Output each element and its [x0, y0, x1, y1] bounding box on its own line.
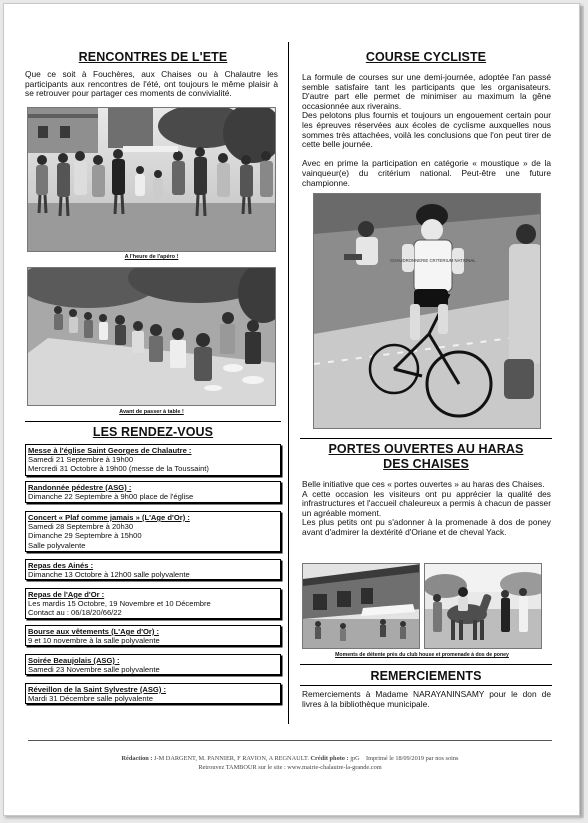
footer-photo-label: Crédit photo : — [310, 755, 349, 762]
event-repas-aines — [25, 559, 281, 580]
course-paragraph-1: La formule de courses sur une demi-journée, adoptée l'an passé semble satisfaire tant les participants que les organisateurs. D'autre part elle permet de minimiser au maximum la gêne occasionnée aux riverains. — [302, 72, 551, 111]
event-line: Samedi 23 Novembre salle polyvalente — [28, 665, 160, 675]
footer-website: Retrouvez TAMBOUR sur le site : www.mairie-chalautre-la-grande.com — [198, 764, 382, 771]
rencontres-paragraph: Que ce soit à Fouchères, aux Chaises ou à Chalautre les participants aux rencontres de l'été, ont toujours le même plaisir à se retrouver pour partager ces moments de convivialité. — [25, 69, 278, 99]
photo-club-house-image — [303, 564, 420, 649]
event-line: Samedi 21 Septembre à 19h00 — [28, 455, 134, 465]
course-text — [302, 73, 551, 188]
haras-paragraph-3: Les plus petits ont pu s'adonner à la promenade à dos de poney avant d'admirer la dextérité d'Oriane et de cheval Yack. — [302, 517, 551, 537]
event-title: Concert « Plaf comme jamais » (L'Age d'Or) : — [28, 513, 190, 522]
remerciements-top-rule — [300, 664, 552, 665]
remerciements-title: REMERCIEMENTS — [370, 669, 482, 683]
event-randonnee — [25, 481, 281, 503]
course-paragraph-3: Avec en prime la participation en catégorie « moustique » de la vainqueur(e) du critérium national. Peut-être une future championne. — [302, 158, 551, 188]
event-title: Messe à l'église Saint Georges de Chalautre : — [28, 446, 192, 455]
haras-text — [302, 480, 551, 538]
course-title: COURSE CYCLISTE — [365, 50, 487, 64]
haras-paragraph-2: A cette occasion les visiteurs ont pu apprécier la qualité des infrastructures et l'accueil chaleureux a permis à chacun de passer un agréable moment. — [302, 488, 551, 518]
remerciements-paragraph: Remerciements à Madame NARAYANINSAMY pour le don de livres à la bibliothèque municipale. — [302, 689, 551, 709]
column-divider — [288, 42, 289, 724]
event-concert — [25, 511, 281, 552]
rencontres-title: RENCONTRES DE L'ETE — [78, 50, 228, 64]
event-title: Soirée Beaujolais (ASG) : — [28, 656, 120, 665]
footer-printed: Imprimé le 18/09/2019 par nos soins — [365, 755, 459, 762]
event-title: Bourse aux vêtements (L'Age d'Or) : — [28, 627, 160, 636]
remerciements-bottom-rule — [300, 685, 552, 686]
event-line: 9 et 10 novembre à la salle polyvalente — [28, 636, 160, 646]
photo-aperitif-image — [28, 108, 276, 252]
photo-cyclist-image — [314, 194, 541, 429]
caption-haras: Moments de détente près du club house et promenade à dos de poney — [335, 652, 509, 658]
event-line: Salle polyvalente — [28, 540, 86, 550]
rdv-top-rule — [25, 421, 281, 422]
footer-rule — [28, 740, 552, 741]
event-title: Repas des Ainés : — [28, 561, 94, 570]
haras-title-line-2: DES CHAISES — [383, 457, 469, 471]
event-line: Mercredi 31 Octobre à 19h00 (messe de la Toussaint) — [28, 464, 209, 474]
footer-redaction-label: Rédaction : — [121, 755, 153, 762]
photo-aperitif — [27, 107, 276, 252]
event-beaujolais — [25, 654, 281, 675]
event-title: Repas de l'Age d'Or : — [28, 590, 105, 599]
caption-aperitif: A l'heure de l'apéro ! — [124, 254, 179, 260]
photo-meal-image — [28, 268, 276, 406]
haras-title-line-1: PORTES OUVERTES AU HARAS — [328, 442, 524, 456]
rencontres-text — [25, 70, 278, 99]
event-title: Réveillon de la Saint Sylvestre (ASG) : — [28, 685, 166, 694]
photo-pony-ride — [424, 563, 542, 649]
event-line: Mardi 31 Décembre salle polyvalente — [28, 694, 153, 704]
footer-redaction: J-M DARGENT, M. PANNIER, F RAVION, A REGNAULT. — [154, 755, 309, 762]
page-shadow — [580, 6, 584, 818]
photo-pony-ride-image — [425, 564, 542, 649]
event-line: Dimanche 13 Octobre à 12h00 salle polyvalente — [28, 570, 190, 580]
event-repas-age-or — [25, 588, 281, 619]
event-reveillon — [25, 683, 281, 704]
event-bourse — [25, 625, 281, 646]
photo-meal — [27, 267, 276, 406]
remerciements-text — [302, 690, 551, 709]
event-line: Contact au : 06/18/20/66/22 — [28, 608, 122, 618]
event-line: Les mardis 15 Octobre, 19 Novembre et 10 Décembre — [28, 599, 211, 609]
event-line: Dimanche 29 Septembre à 15h00 — [28, 531, 142, 541]
event-messe — [25, 444, 281, 476]
course-paragraph-2: Des pelotons plus fournis et toujours un engouement certain pour les épreuves réservées aux écoles de cyclisme auxquelles nous sommes très attachées, voilà les conclusions que l'on peut tirer de cette belle journée. — [302, 110, 551, 150]
footer-photo: jpG — [350, 755, 360, 762]
event-line: Dimanche 22 Septembre à 9h00 place de l'église — [28, 492, 194, 502]
rdv-title: LES RENDEZ-VOUS — [92, 425, 214, 439]
jersey-text: CHAUDRONNERIE CRITERIUM NATIONAL — [390, 258, 476, 263]
haras-title — [300, 442, 552, 472]
photo-cyclist — [313, 193, 541, 429]
haras-paragraph-1: Belle initiative que ces « portes ouvertes » au haras des Chaises. — [302, 479, 545, 489]
footer-credits — [28, 755, 552, 763]
event-title: Randonnée pédestre (ASG) : — [28, 483, 132, 492]
photo-club-house — [302, 563, 420, 649]
event-line: Samedi 28 Septembre à 20h30 — [28, 522, 134, 532]
haras-top-rule — [300, 438, 552, 439]
caption-meal: Avant de passer à table ! — [119, 409, 184, 415]
